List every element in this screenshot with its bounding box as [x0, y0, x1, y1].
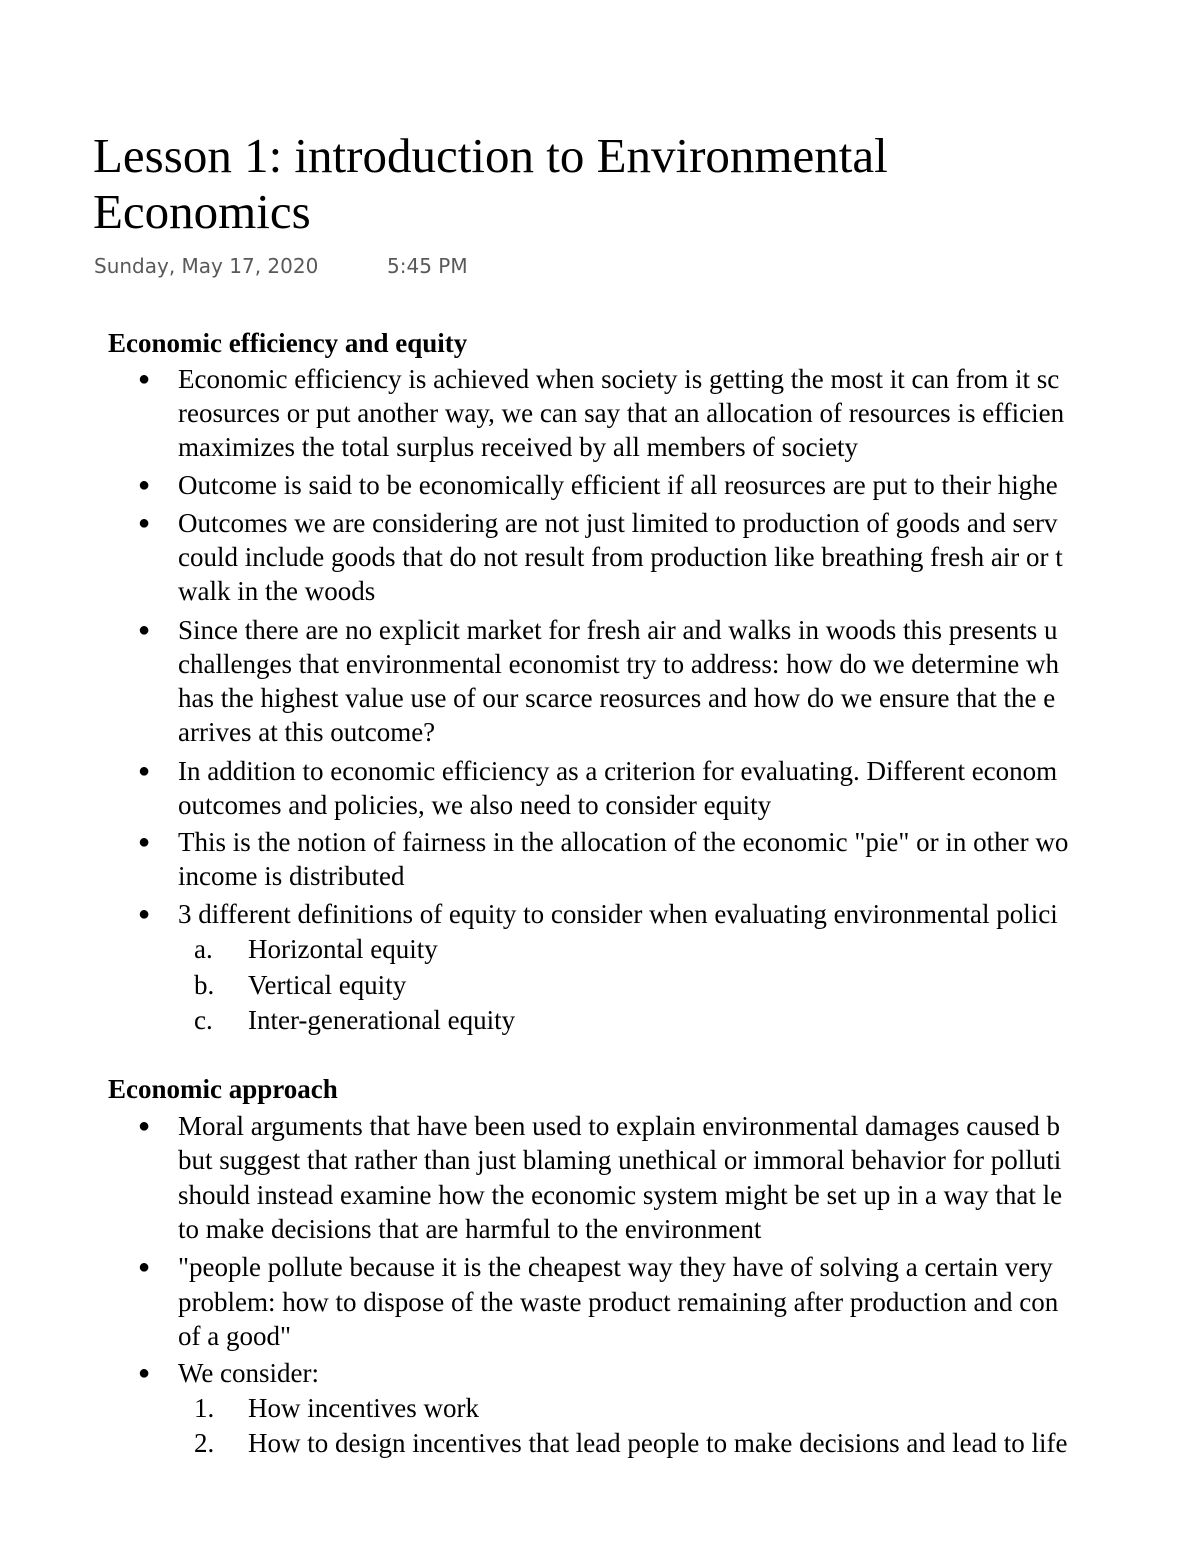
- bullet-icon: ●: [138, 1362, 151, 1384]
- list-item-text: How incentives work: [248, 1393, 479, 1423]
- bullet-text-line: of a good": [178, 1321, 291, 1351]
- bullet-text-line: has the highest value use of our scarce reosurces and how do we ensure that the e: [178, 683, 1056, 713]
- bullet-text-line: outcomes and policies, we also need to consider equity: [178, 790, 772, 820]
- bullet-text-line: walk in the woods: [178, 576, 376, 606]
- bullet-text-line: reosurces or put another way, we can say that an allocation of resources is efficien: [178, 398, 1065, 428]
- bullet-icon: ●: [138, 474, 151, 496]
- list-marker: 2.: [194, 1428, 215, 1458]
- bullet-text-line: Outcome is said to be economically efficient if all reosurces are put to their highe: [178, 470, 1058, 500]
- section-heading: Economic efficiency and equity: [108, 328, 468, 358]
- title-line-2: Economics: [93, 184, 311, 239]
- bullet-text-line: 3 different definitions of equity to consider when evaluating environmental polici: [178, 899, 1058, 929]
- bullet-text-line: challenges that environmental economist try to address: how do we determine wh: [178, 649, 1060, 679]
- list-marker: c.: [194, 1005, 213, 1035]
- list-item-text: Vertical equity: [248, 970, 407, 1000]
- bullet-icon: ●: [138, 619, 151, 641]
- bullet-icon: ●: [138, 368, 151, 390]
- list-item-text: How to design incentives that lead people to make decisions and lead to life: [248, 1428, 1068, 1458]
- bullet-text-line: should instead examine how the economic system might be set up in a way that le: [178, 1180, 1063, 1210]
- bullet-text-line: could include goods that do not result from production like breathing fresh air or t: [178, 542, 1063, 572]
- bullet-text-line: "people pollute because it is the cheapest way they have of solving a certain very: [178, 1252, 1053, 1282]
- list-item-text: Horizontal equity: [248, 934, 438, 964]
- bullet-text-line: We consider:: [178, 1358, 320, 1388]
- bullet-icon: ●: [138, 831, 151, 853]
- bullet-icon: ●: [138, 903, 151, 925]
- bullet-text-line: Moral arguments that have been used to explain environmental damages caused b: [178, 1111, 1060, 1141]
- bullet-text-line: problem: how to dispose of the waste product remaining after production and con: [178, 1287, 1059, 1317]
- bullet-icon: ●: [138, 1256, 151, 1278]
- bullet-text-line: maximizes the total surplus received by all members of society: [178, 432, 859, 462]
- list-item-text: Inter-generational equity: [248, 1005, 516, 1035]
- list-marker: a.: [194, 934, 213, 964]
- list-marker: 1.: [194, 1393, 215, 1423]
- bullet-text-line: In addition to economic efficiency as a criterion for evaluating. Different econom: [178, 756, 1058, 786]
- bullet-text-line: to make decisions that are harmful to the environment: [178, 1214, 762, 1244]
- bullet-text-line: but suggest that rather than just blaming unethical or immoral behavior for polluti: [178, 1145, 1062, 1175]
- bullet-text-line: Economic efficiency is achieved when society is getting the most it can from it sc: [178, 364, 1060, 394]
- bullet-text-line: This is the notion of fairness in the allocation of the economic "pie" or in other wo: [178, 827, 1069, 857]
- bullet-text-line: Since there are no explicit market for fresh air and walks in woods this presents u: [178, 615, 1058, 645]
- bullet-icon: ●: [138, 512, 151, 534]
- bullet-icon: ●: [138, 760, 151, 782]
- created-date: Sunday, May 17, 2020: [94, 254, 319, 278]
- title-line-1: Lesson 1: introduction to Environmental: [93, 128, 888, 183]
- bullet-text-line: income is distributed: [178, 861, 405, 891]
- section-heading: Economic approach: [108, 1074, 338, 1104]
- bullet-text-line: arrives at this outcome?: [178, 717, 436, 747]
- bullet-text-line: Outcomes we are considering are not just limited to production of goods and serv: [178, 508, 1058, 538]
- created-time: 5:45 PM: [387, 254, 468, 278]
- bullet-icon: ●: [138, 1115, 151, 1137]
- list-marker: b.: [194, 970, 215, 1000]
